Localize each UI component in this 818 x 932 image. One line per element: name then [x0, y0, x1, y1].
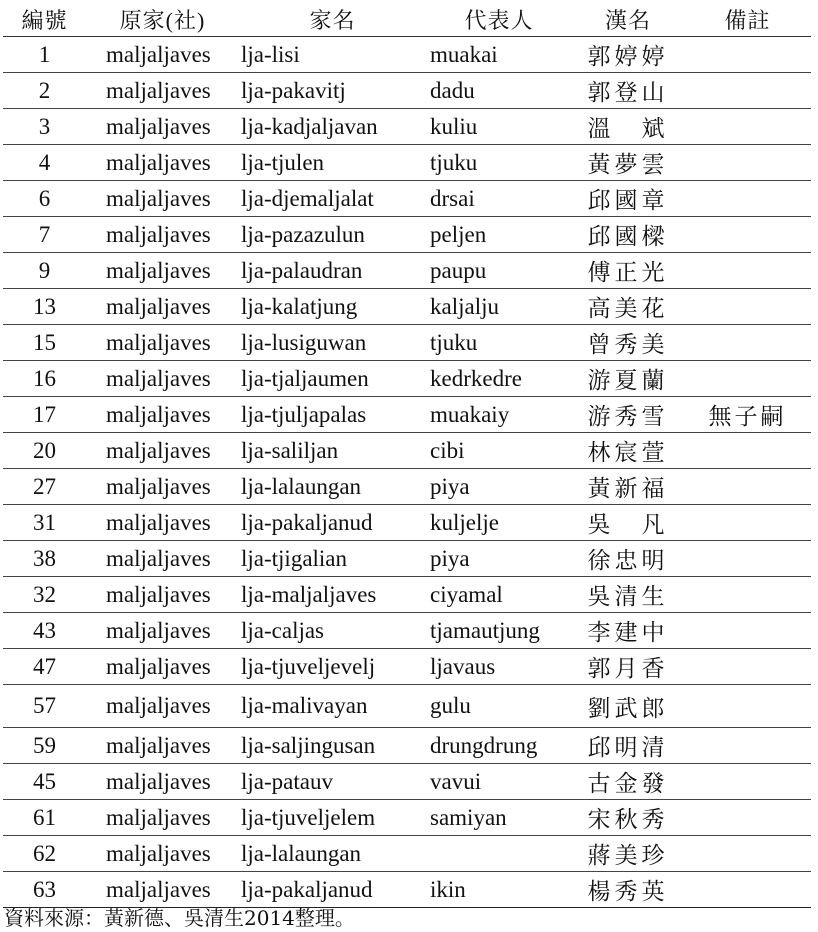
- cell-remarks: [684, 109, 811, 145]
- cell-number: 2: [3, 73, 86, 109]
- cell-chinese-name: 郭婷婷: [572, 37, 684, 73]
- cell-house-name: lja-kadjaljavan: [239, 109, 426, 145]
- cell-representative: samiyan: [426, 800, 572, 836]
- cell-house-name: lja-malivayan: [239, 685, 426, 728]
- cell-representative: gulu: [426, 685, 572, 728]
- cell-chinese-name: 游夏蘭: [572, 361, 684, 397]
- cell-remarks: [684, 577, 811, 613]
- cell-original-house: maljaljaves: [86, 361, 239, 397]
- table-row: [3, 469, 811, 505]
- cell-house-name: lja-tjulen: [239, 145, 426, 181]
- cell-house-name: lja-djemaljalat: [239, 181, 426, 217]
- cell-chinese-name: 郭登山: [572, 73, 684, 109]
- cell-house-name: lja-tjuljapalas: [239, 397, 426, 433]
- cell-original-house: maljaljaves: [86, 685, 239, 728]
- cell-representative: tjuku: [426, 325, 572, 361]
- cell-remarks: [684, 37, 811, 73]
- cell-original-house: maljaljaves: [86, 649, 239, 685]
- cell-representative: cibi: [426, 433, 572, 469]
- cell-chinese-name: 黃新福: [572, 469, 684, 505]
- cell-representative: ciyamal: [426, 577, 572, 613]
- cell-chinese-name: 邱國章: [572, 181, 684, 217]
- header-original-house: 原家(社): [86, 3, 239, 37]
- cell-number: 13: [3, 289, 86, 325]
- cell-chinese-name: 邱國樑: [572, 217, 684, 253]
- cell-representative: ikin: [426, 872, 572, 908]
- cell-representative: kuljelje: [426, 505, 572, 541]
- cell-remarks: [684, 433, 811, 469]
- header-number: 編號: [3, 3, 86, 37]
- cell-representative: kaljalju: [426, 289, 572, 325]
- table-row: [3, 73, 811, 109]
- cell-original-house: maljaljaves: [86, 433, 239, 469]
- cell-remarks: [684, 613, 811, 649]
- cell-house-name: lja-maljaljaves: [239, 577, 426, 613]
- header-chinese-name: 漢名: [572, 3, 684, 37]
- cell-number: 1: [3, 37, 86, 73]
- table-row: [3, 253, 811, 289]
- cell-original-house: maljaljaves: [86, 73, 239, 109]
- cell-remarks: [684, 289, 811, 325]
- cell-remarks: [684, 325, 811, 361]
- cell-house-name: lja-tjuveljelem: [239, 800, 426, 836]
- cell-original-house: maljaljaves: [86, 764, 239, 800]
- cell-house-name: lja-caljas: [239, 613, 426, 649]
- table-row: [3, 613, 811, 649]
- cell-number: 62: [3, 836, 86, 872]
- cell-remarks: [684, 253, 811, 289]
- cell-representative: paupu: [426, 253, 572, 289]
- cell-house-name: lja-kalatjung: [239, 289, 426, 325]
- cell-remarks: [684, 649, 811, 685]
- cell-original-house: maljaljaves: [86, 181, 239, 217]
- table-row: [3, 764, 811, 800]
- table-row: [3, 145, 811, 181]
- cell-original-house: maljaljaves: [86, 577, 239, 613]
- cell-number: 61: [3, 800, 86, 836]
- cell-representative: vavui: [426, 764, 572, 800]
- cell-number: 9: [3, 253, 86, 289]
- cell-house-name: lja-patauv: [239, 764, 426, 800]
- cell-house-name: lja-pakavitj: [239, 73, 426, 109]
- table-row: [3, 325, 811, 361]
- cell-original-house: maljaljaves: [86, 145, 239, 181]
- cell-house-name: lja-pakaljanud: [239, 872, 426, 908]
- cell-number: 57: [3, 685, 86, 728]
- table-row: [3, 289, 811, 325]
- cell-representative: [426, 836, 572, 872]
- cell-representative: muakai: [426, 37, 572, 73]
- cell-representative: tjamautjung: [426, 613, 572, 649]
- cell-representative: ljavaus: [426, 649, 572, 685]
- table-row: [3, 836, 811, 872]
- cell-chinese-name: 邱明清: [572, 728, 684, 764]
- cell-representative: kuliu: [426, 109, 572, 145]
- cell-representative: drsai: [426, 181, 572, 217]
- cell-original-house: maljaljaves: [86, 289, 239, 325]
- cell-original-house: maljaljaves: [86, 872, 239, 908]
- cell-chinese-name: 黃夢雲: [572, 145, 684, 181]
- cell-chinese-name: 徐忠明: [572, 541, 684, 577]
- cell-chinese-name: 吳 凡: [572, 505, 684, 541]
- cell-original-house: maljaljaves: [86, 109, 239, 145]
- cell-house-name: lja-saliljan: [239, 433, 426, 469]
- table-row: [3, 728, 811, 764]
- cell-original-house: maljaljaves: [86, 800, 239, 836]
- cell-original-house: maljaljaves: [86, 505, 239, 541]
- cell-number: 6: [3, 181, 86, 217]
- cell-chinese-name: 溫 斌: [572, 109, 684, 145]
- cell-number: 43: [3, 613, 86, 649]
- cell-number: 45: [3, 764, 86, 800]
- cell-house-name: lja-tjaljaumen: [239, 361, 426, 397]
- cell-remarks: [684, 685, 811, 728]
- table-row: [3, 577, 811, 613]
- header-row: [3, 3, 811, 37]
- cell-original-house: maljaljaves: [86, 836, 239, 872]
- cell-house-name: lja-lisi: [239, 37, 426, 73]
- cell-original-house: maljaljaves: [86, 217, 239, 253]
- cell-original-house: maljaljaves: [86, 541, 239, 577]
- cell-remarks: [684, 145, 811, 181]
- cell-house-name: lja-saljingusan: [239, 728, 426, 764]
- cell-chinese-name: 蔣美珍: [572, 836, 684, 872]
- cell-number: 16: [3, 361, 86, 397]
- cell-chinese-name: 傅正光: [572, 253, 684, 289]
- cell-chinese-name: 高美花: [572, 289, 684, 325]
- cell-chinese-name: 吳清生: [572, 577, 684, 613]
- cell-house-name: lja-lalaungan: [239, 836, 426, 872]
- cell-chinese-name: 游秀雪: [572, 397, 684, 433]
- cell-house-name: lja-tjuveljevelj: [239, 649, 426, 685]
- cell-house-name: lja-lalaungan: [239, 469, 426, 505]
- cell-number: 59: [3, 728, 86, 764]
- table-row: [3, 800, 811, 836]
- table-row: [3, 37, 811, 73]
- header-representative: 代表人: [426, 3, 572, 37]
- cell-chinese-name: 李建中: [572, 613, 684, 649]
- cell-original-house: maljaljaves: [86, 37, 239, 73]
- table-row: [3, 685, 811, 728]
- cell-number: 4: [3, 145, 86, 181]
- cell-chinese-name: 林宸萱: [572, 433, 684, 469]
- cell-original-house: maljaljaves: [86, 613, 239, 649]
- cell-representative: kedrkedre: [426, 361, 572, 397]
- cell-remarks: [684, 505, 811, 541]
- cell-chinese-name: 劉武郎: [572, 685, 684, 728]
- cell-house-name: lja-pakaljanud: [239, 505, 426, 541]
- cell-representative: piya: [426, 541, 572, 577]
- cell-number: 15: [3, 325, 86, 361]
- table-row: [3, 181, 811, 217]
- cell-representative: peljen: [426, 217, 572, 253]
- cell-remarks: [684, 872, 811, 908]
- cell-representative: dadu: [426, 73, 572, 109]
- cell-number: 31: [3, 505, 86, 541]
- cell-remarks: [684, 217, 811, 253]
- cell-remarks: [684, 181, 811, 217]
- cell-number: 20: [3, 433, 86, 469]
- cell-remarks: [684, 541, 811, 577]
- table-row: [3, 433, 811, 469]
- cell-chinese-name: 郭月香: [572, 649, 684, 685]
- cell-remarks: [684, 800, 811, 836]
- household-table: [3, 3, 811, 908]
- cell-number: 47: [3, 649, 86, 685]
- cell-representative: tjuku: [426, 145, 572, 181]
- cell-number: 7: [3, 217, 86, 253]
- cell-remarks: [684, 73, 811, 109]
- table-row: [3, 217, 811, 253]
- cell-number: 63: [3, 872, 86, 908]
- source-note: 資料來源：黃新德、吳清生2014整理。: [4, 906, 355, 930]
- cell-remarks: [684, 836, 811, 872]
- header-house-name: 家名: [239, 3, 426, 37]
- cell-house-name: lja-lusiguwan: [239, 325, 426, 361]
- cell-original-house: maljaljaves: [86, 728, 239, 764]
- cell-remarks: [684, 361, 811, 397]
- cell-number: 38: [3, 541, 86, 577]
- cell-number: 17: [3, 397, 86, 433]
- table-header: [3, 3, 811, 37]
- cell-house-name: lja-tjigalian: [239, 541, 426, 577]
- cell-remarks: [684, 764, 811, 800]
- cell-remarks: [684, 728, 811, 764]
- cell-representative: piya: [426, 469, 572, 505]
- cell-chinese-name: 古金發: [572, 764, 684, 800]
- cell-chinese-name: 曾秀美: [572, 325, 684, 361]
- cell-number: 27: [3, 469, 86, 505]
- cell-original-house: maljaljaves: [86, 397, 239, 433]
- cell-house-name: lja-pazazulun: [239, 217, 426, 253]
- table-row: [3, 361, 811, 397]
- header-remarks: 備註: [684, 3, 811, 37]
- table-row: [3, 649, 811, 685]
- cell-representative: drungdrung: [426, 728, 572, 764]
- table-row: [3, 505, 811, 541]
- table-row: [3, 109, 811, 145]
- cell-number: 3: [3, 109, 86, 145]
- cell-original-house: maljaljaves: [86, 469, 239, 505]
- cell-house-name: lja-palaudran: [239, 253, 426, 289]
- cell-original-house: maljaljaves: [86, 325, 239, 361]
- cell-remarks: [684, 469, 811, 505]
- table-body: [3, 37, 811, 908]
- table-row: [3, 541, 811, 577]
- cell-remarks: 無子嗣: [684, 397, 811, 433]
- cell-chinese-name: 宋秋秀: [572, 800, 684, 836]
- cell-original-house: maljaljaves: [86, 253, 239, 289]
- cell-chinese-name: 楊秀英: [572, 872, 684, 908]
- cell-representative: muakaiy: [426, 397, 572, 433]
- table-row: [3, 397, 811, 433]
- cell-number: 32: [3, 577, 86, 613]
